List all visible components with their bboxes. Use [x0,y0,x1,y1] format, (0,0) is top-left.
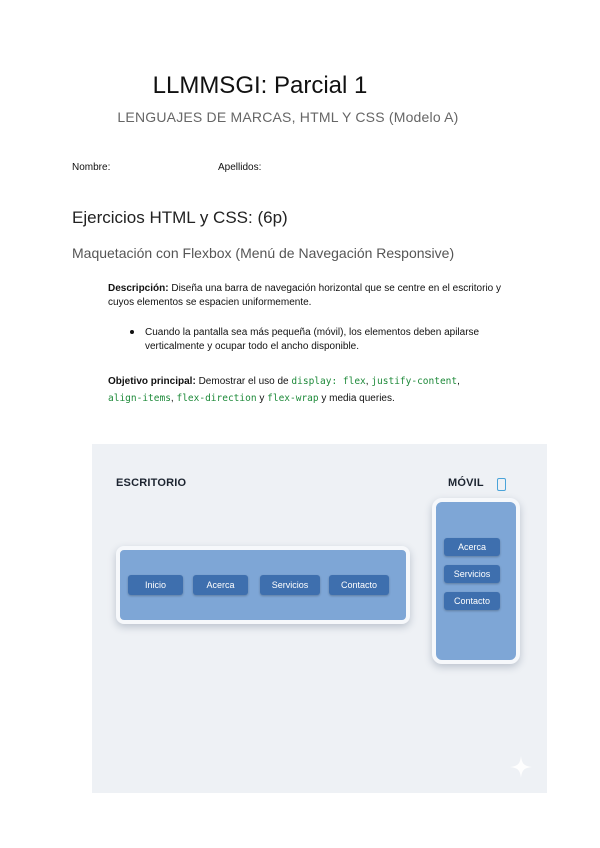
desktop-label: ESCRITORIO [116,477,187,489]
desktop-nav-inicio: Inicio [128,575,183,595]
desktop-nav-contacto: Contacto [329,575,389,595]
objective-outro: y media queries. [318,393,395,404]
description-label: Descripción: [108,283,169,294]
bullet-item: Cuando la pantalla sea más pequeña (móvil), los elementos deben apilarse verticalmente y ocupar todo el ancho disponible. [145,327,480,352]
mobile-nav-acerca: Acerca [444,538,500,556]
objective-sep: y [256,393,268,404]
objective-sep: , [457,376,460,387]
mobile-frame [432,498,520,664]
mobile-nav-contacto: Contacto [444,592,500,610]
mobile-phone-icon [497,478,506,491]
code-align-items: align-items [108,393,171,404]
objective-sep: , [170,393,177,404]
code-flex-wrap: flex-wrap [267,393,319,404]
description-text: Diseña una barra de navegación horizontal que se centre en el escritorio y cuyos elementos se espacien uniformemente. [108,283,501,308]
nombre-label: Nombre: [72,162,111,173]
description-paragraph [108,282,528,310]
sparkle-icon [510,756,532,778]
flexbox-illustration [92,444,547,793]
desktop-nav-acerca: Acerca [193,575,248,595]
code-flex-direction: flex-direction [176,393,257,404]
bullet-dot [130,330,134,334]
objective-label: Objetivo principal: [108,376,196,387]
objective-sep: , [365,376,372,387]
desktop-nav-servicios: Servicios [260,575,320,595]
document-subtitle: LENGUAJES DE MARCAS, HTML Y CSS (Modelo A) [117,109,459,125]
code-display-flex: display: flex [291,376,366,387]
desktop-nav-bar [116,546,410,624]
code-justify-content: justify-content [371,376,458,387]
exercise-heading: Maquetación con Flexbox (Menú de Navegación Responsive) [72,245,455,261]
objective-paragraph [108,373,528,407]
apellidos-label: Apellidos: [218,162,262,173]
objective-intro: Demostrar el uso de [195,376,292,387]
section-heading: Ejercicios HTML y CSS: (6p) [72,208,288,227]
mobile-label: MÓVIL [448,477,484,489]
mobile-nav-servicios: Servicios [444,565,500,583]
document-title: LLMMSGI: Parcial 1 [152,72,368,99]
